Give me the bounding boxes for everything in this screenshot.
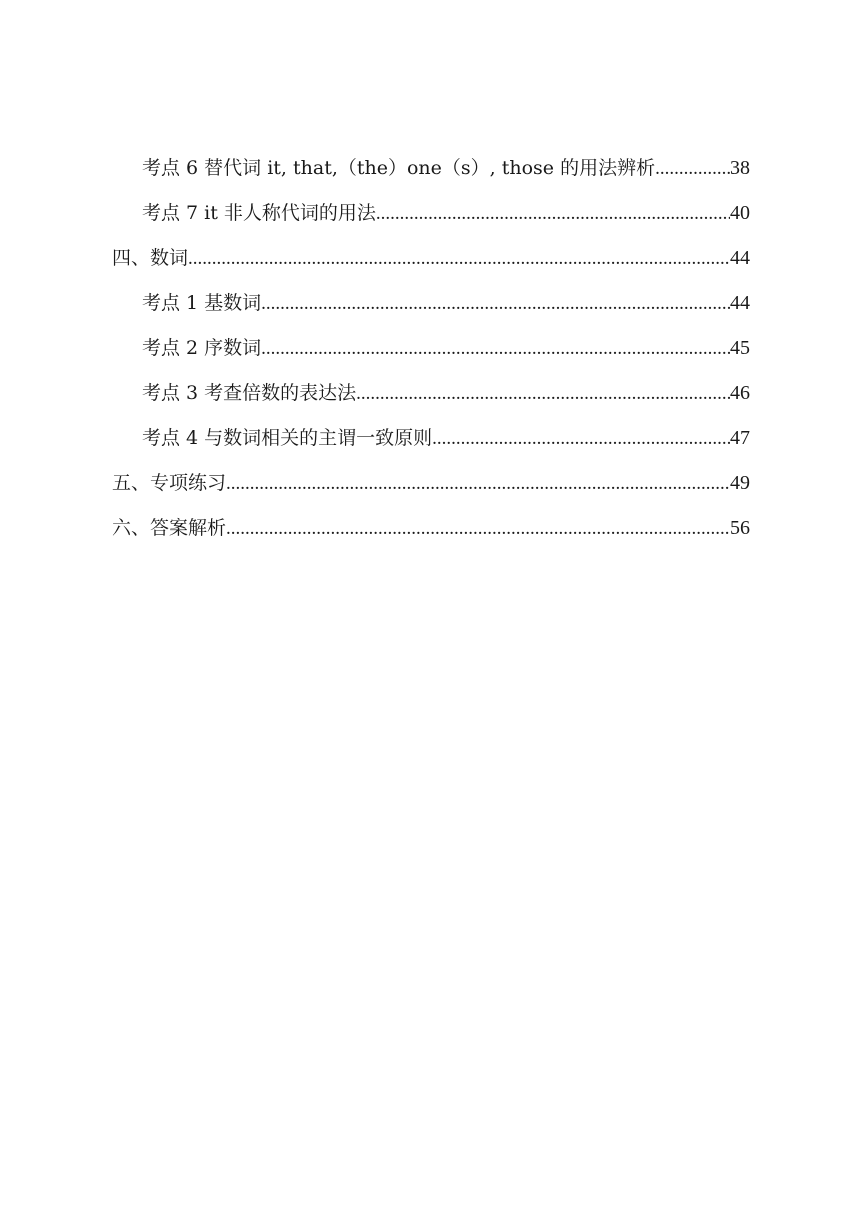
toc-entry-title: 考点 2 序数词 (142, 337, 262, 359)
toc-page-number: 49 (730, 472, 750, 494)
toc-entry-title: 五、专项练习 (112, 472, 227, 494)
toc-entry-subject-verb-agreement[interactable] (112, 416, 750, 461)
toc-dot-leader (226, 461, 730, 506)
toc-entry-numerals[interactable] (112, 236, 750, 281)
toc-page-number: 38 (730, 157, 750, 179)
toc-page-number: 44 (730, 292, 750, 314)
toc-dot-leader (432, 416, 730, 461)
toc-entry-ordinal-numbers[interactable] (112, 326, 750, 371)
table-of-contents (112, 146, 750, 551)
toc-page-number: 56 (730, 517, 750, 539)
toc-entry-title: 六、答案解析 (112, 517, 227, 539)
toc-dot-leader (356, 371, 730, 416)
toc-dot-leader (188, 236, 730, 281)
toc-entry-substitute-words[interactable] (112, 146, 750, 191)
toc-entry-multiples[interactable] (112, 371, 750, 416)
toc-dot-leader (376, 191, 730, 236)
toc-entry-title: 考点 6 替代词 it, that,（the）one（s）, those 的用法辨析 (142, 157, 656, 179)
toc-entry-title: 考点 3 考查倍数的表达法 (142, 382, 357, 404)
toc-entry-it-impersonal[interactable] (112, 191, 750, 236)
toc-dot-leader (655, 146, 730, 191)
toc-page-number: 47 (730, 427, 750, 449)
toc-entry-title: 考点 7 it 非人称代词的用法 (142, 202, 376, 224)
toc-entry-title: 考点 4 与数词相关的主谓一致原则 (142, 427, 433, 449)
toc-page-number: 40 (730, 202, 750, 224)
toc-entry-title: 四、数词 (112, 247, 189, 269)
toc-page-number: 46 (730, 382, 750, 404)
toc-entry-title: 考点 1 基数词 (142, 292, 262, 314)
toc-entry-cardinal-numbers[interactable] (112, 281, 750, 326)
toc-page-number: 44 (730, 247, 750, 269)
toc-dot-leader (261, 281, 730, 326)
toc-dot-leader (261, 326, 730, 371)
toc-page-number: 45 (730, 337, 750, 359)
toc-entry-answers[interactable] (112, 506, 750, 551)
toc-dot-leader (226, 506, 730, 551)
toc-entry-practice[interactable] (112, 461, 750, 506)
